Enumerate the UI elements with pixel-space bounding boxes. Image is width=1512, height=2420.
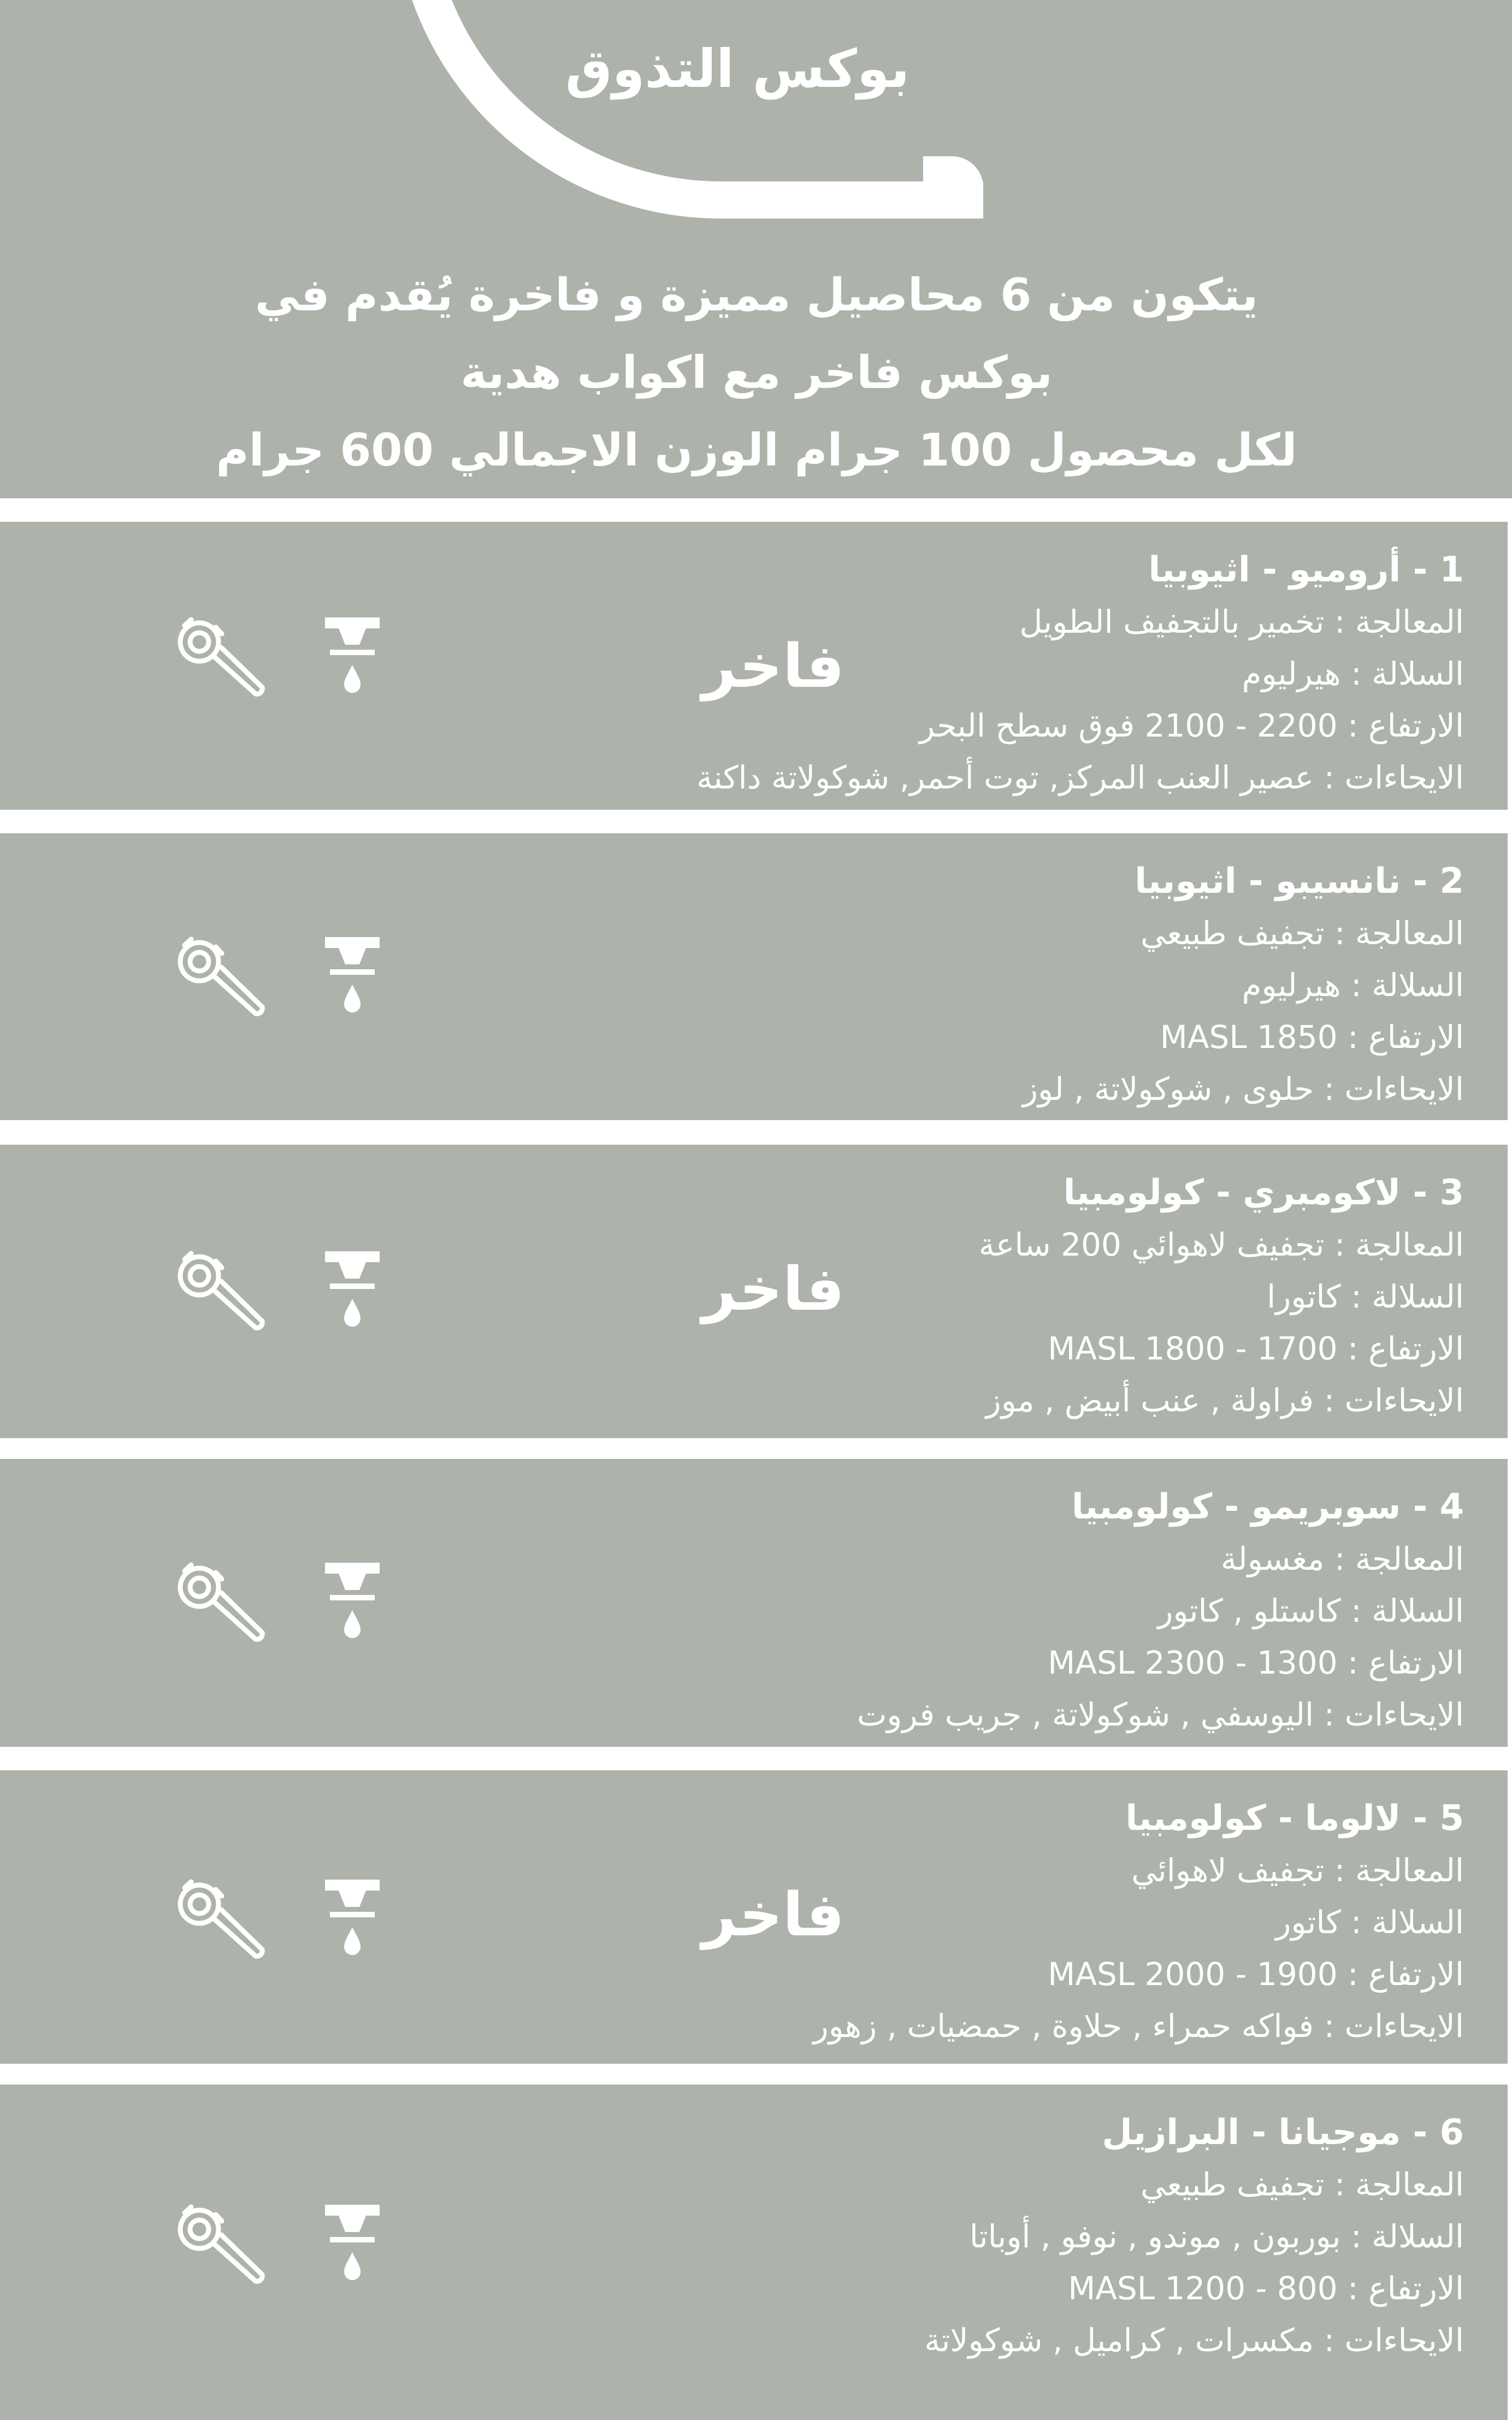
pour-over-dripper-icon [322, 615, 382, 697]
product-altitude: الارتفاع : MASL 2300 - 1300 [1048, 1644, 1464, 1681]
pour-over-dripper-icon [322, 1560, 382, 1642]
product-altitude: الارتفاع : MASL 1800 - 1700 [1048, 1330, 1464, 1367]
product-name: 6 - موجيانا - البرازيل [1102, 2112, 1464, 2153]
product-processing: المعالجة : تجفيف طبيعي [1141, 915, 1464, 952]
product-variety: السلالة : هيرليوم [1242, 655, 1464, 692]
pour-over-dripper-icon [322, 2202, 382, 2284]
product-processing: المعالجة : تجفيف لاهوائي 200 ساعة [978, 1226, 1464, 1263]
product-card-5 [0, 1770, 1508, 2064]
product-card-4 [0, 1459, 1508, 1747]
intro-text [175, 257, 1338, 490]
product-altitude: الارتفاع : 2200 - 2100 فوق سطح البحر [919, 707, 1464, 744]
espresso-portafilter-icon [169, 2199, 268, 2292]
espresso-portafilter-icon [169, 1557, 268, 1650]
product-notes: الايحاءات : مكسرات , كراميل , شوكولاتة [924, 2322, 1464, 2359]
product-card-3 [0, 1145, 1508, 1438]
intro-line: يتكون من 6 محاصيل مميزة و فاخرة يُقدم في [255, 269, 1259, 321]
product-variety: السلالة : بوربون , موندو , نوفو , أوباتا [969, 2218, 1464, 2255]
intro-line: بوكس فاخر مع اكواب هدية [460, 347, 1053, 399]
product-processing: المعالجة : تجفيف لاهوائي [1131, 1852, 1464, 1889]
premium-badge: فاخر [702, 631, 845, 701]
product-notes: الايحاءات : اليوسفي , شوكولاتة , جريب فروت [857, 1696, 1464, 1733]
premium-badge: فاخر [702, 1880, 845, 1950]
pour-over-dripper-icon [322, 1249, 382, 1330]
product-name: 5 - لالوما - كولومبيا [1125, 1798, 1464, 1839]
product-processing: المعالجة : مغسولة [1220, 1540, 1464, 1577]
pour-over-dripper-icon [322, 934, 382, 1016]
page-title: بوكس التذوق [565, 38, 910, 99]
product-variety: السلالة : كاتور [1275, 1904, 1464, 1941]
product-variety: السلالة : كاتورا [1267, 1278, 1464, 1315]
product-variety: السلالة : كاستلو , كاتور [1157, 1592, 1464, 1629]
product-info [590, 2106, 1464, 2366]
product-altitude: الارتفاع : MASL 1850 [1160, 1018, 1464, 1056]
header [0, 0, 1512, 498]
product-name: 1 - أروميو - اثيوبيا [1148, 550, 1464, 590]
product-name: 2 - نانسيبو - اثيوبيا [1135, 861, 1464, 902]
product-info [590, 855, 1464, 1115]
espresso-portafilter-icon [169, 932, 268, 1024]
product-info [590, 1481, 1464, 1741]
product-processing: المعالجة : تجفيف طبيعي [1141, 2166, 1464, 2203]
pour-over-dripper-icon [322, 1877, 382, 1959]
premium-badge: فاخر [702, 1254, 845, 1324]
product-notes: الايحاءات : فواكه حمراء , حلاوة , حمضيات , زهور [813, 2007, 1464, 2045]
product-name: 3 - لاكومبري - كولومبيا [1063, 1173, 1464, 1213]
product-notes: الايحاءات : عصير العنب المركز, توت أحمر, شوكولاتة داكنة [696, 759, 1464, 796]
product-variety: السلالة : هيرليوم [1242, 967, 1464, 1004]
intro-line: لكل محصول 100 جرام الوزن الاجمالي 600 جرام [216, 425, 1297, 476]
espresso-portafilter-icon [169, 1874, 268, 1967]
product-notes: الايحاءات : حلوى , شوكولاتة , لوز [1023, 1070, 1464, 1108]
product-card-6 [0, 2085, 1508, 2420]
product-card-1 [0, 522, 1508, 810]
espresso-portafilter-icon [169, 1246, 268, 1339]
product-name: 4 - سوبريمو - كولومبيا [1071, 1487, 1464, 1527]
product-processing: المعالجة : تخمير بالتجفيف الطويل [1019, 603, 1464, 640]
product-altitude: الارتفاع : MASL 1200 - 800 [1068, 2270, 1464, 2307]
decorative-arc [393, 0, 983, 219]
decorative-arc-cap [923, 156, 983, 219]
product-card-2 [0, 833, 1508, 1120]
espresso-portafilter-icon [169, 612, 268, 705]
product-notes: الايحاءات : فراولة , عنب أبيض , موز [985, 1382, 1464, 1419]
product-altitude: الارتفاع : MASL 2000 - 1900 [1048, 1956, 1464, 1993]
